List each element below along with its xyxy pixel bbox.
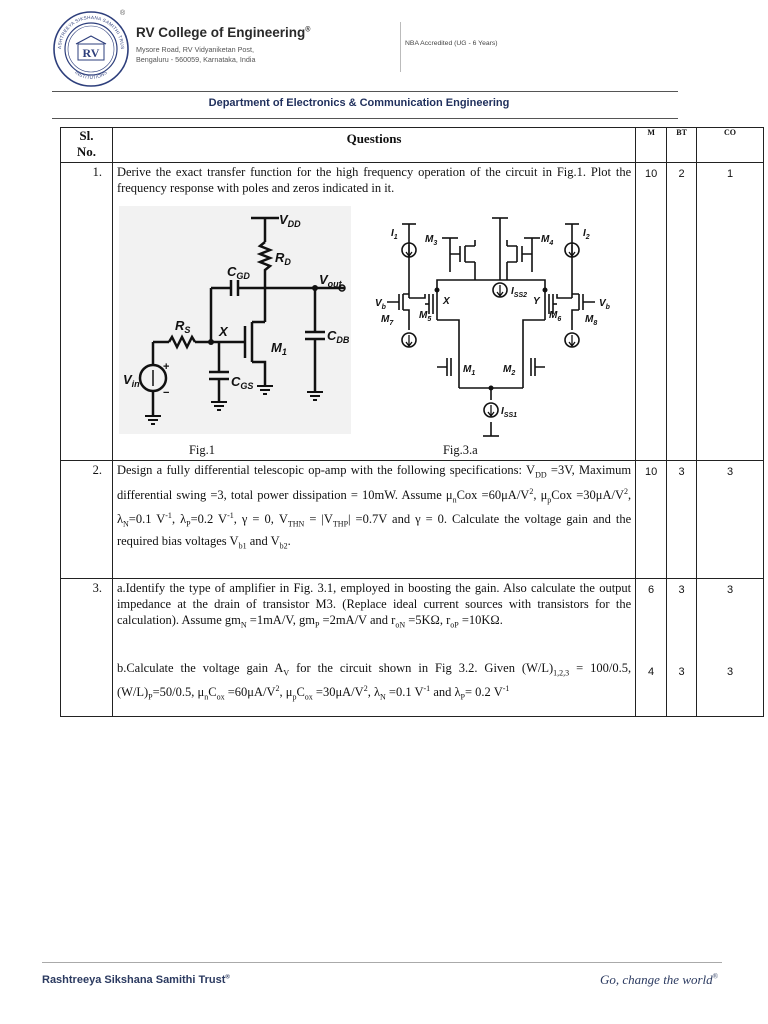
q3a-marks: 6 <box>648 584 655 597</box>
header-no-text: No. <box>76 144 97 159</box>
fig1-m1-label: $M_1$ <box>270 340 287 357</box>
address-line-1: Mysore Road, RV Vidyaniketan Post, <box>136 45 254 54</box>
address-line-2: Bengaluru - 560059, Karnataka, India <box>136 55 256 64</box>
footer-tagline: Go, change the world® <box>600 972 718 987</box>
table-row <box>61 579 764 717</box>
registered-mark: ® <box>120 10 126 17</box>
logo-ring-top-text: ASHTREEYA SIKSHANA SAMITHI TRUS <box>56 14 126 50</box>
fig3a-circuit <box>374 210 627 438</box>
questions-table <box>60 127 764 717</box>
q3-co-cell <box>697 579 764 717</box>
department-title: Department of Electronics & Communication Engineering <box>208 97 510 109</box>
fig3a-m8-label: $M_8$ <box>584 314 598 327</box>
fig3a-i1-label: $I_1$ <box>390 228 398 241</box>
q1-bt: 2 <box>667 163 697 461</box>
fig3a-iss1-label: $I_{SS1}$ <box>500 406 517 419</box>
footer-trust-name: Rashtreeya Sikshana Samithi Trust® <box>42 974 230 986</box>
q3-marks-cell <box>636 579 667 717</box>
q3-sl: 3. <box>61 579 113 717</box>
table-row <box>61 461 764 579</box>
q1-co: 1 <box>697 163 764 461</box>
fig1-x-label: X <box>218 324 228 339</box>
header-co: CO <box>697 128 764 163</box>
college-name-text: RV College of Engineering <box>136 25 306 40</box>
q2-marks: 10 <box>636 461 667 579</box>
rv-college-logo <box>52 10 130 88</box>
q3b-co: 3 <box>726 666 734 679</box>
fig3a-vb-left-label: $V_b$ <box>374 298 386 311</box>
q3-text <box>112 579 635 717</box>
q2-sl: 2. <box>61 461 113 579</box>
q1-cell <box>112 163 635 461</box>
header-rule-bottom <box>52 118 678 119</box>
fig3a-m3-label: $M_3$ <box>424 234 438 247</box>
header-marks: M <box>636 128 667 163</box>
fig1-cgs-label: $C_{GS}$ <box>230 374 254 391</box>
q2-text: Design a fully differential telescopic op-amp with the following specifications: $V_{DD} =3V$, Maximum differential swing =3, total power dissipation = 10mW. Assume $\mu_nCox =60\mu A/V^2$, $\mu_pCox =30\mu A/V^2$, $\lambda_N=0.1$ $V^{-1}$, $\lambda_P=0.2$ $V^{-1}$, γ = 0, $V_{THN} = |V_{THP}| =0.7V$ and γ = 0. Calculate the voltage gain and the required bias voltages $V_{b1}$ and $V_{b2}$. <box>112 461 635 579</box>
fig1-circuit <box>119 206 351 434</box>
header-rule-top <box>52 91 678 92</box>
fig3a-m7-label: $M_7$ <box>380 314 394 327</box>
fig3a-iss2-label: $I_{SS2}$ <box>510 286 527 299</box>
q3-bt-cell <box>667 579 697 717</box>
header-sl-text: Sl. <box>79 128 94 143</box>
logo-ring-bottom-text: INSTITUTIONS <box>73 69 109 81</box>
q2-bt: 3 <box>667 461 697 579</box>
header-questions: Questions <box>112 128 635 163</box>
fig1-cgd-label: $C_{GD}$ <box>226 264 250 281</box>
fig1-minus-label: − <box>162 387 170 399</box>
fig3a-y-label: Y <box>532 296 540 307</box>
accreditation-text: NBA Accredited (UG - 6 Years) <box>405 40 498 47</box>
fig3a-caption: Fig.3.a <box>442 443 478 457</box>
q1-sl: 1. <box>61 163 113 461</box>
header-bt: BT <box>667 128 697 163</box>
q3a-text: a.Identify the type of amplifier in Fig. 3.1, employed in boosting the gain. Also calculate the output impedance at the drain of transistor M3. (Replace ideal current sources with transistors for the calculation). Assume $gm_N =1mA/V$, $gm_P =2mA/V$ and $r_{oN} =5K\Omega$, $r_{oP} =10K\Omega$. <box>116 581 632 630</box>
fig1-vin-label: $V_{in}$ <box>122 372 140 389</box>
q1-figures <box>117 196 631 458</box>
q3b-bt: 3 <box>678 666 685 679</box>
fig3a-m4-label: $M_4$ <box>540 234 554 247</box>
header-divider <box>400 22 401 72</box>
fig3a-vb-right-label: $V_b$ <box>598 298 610 311</box>
fig3a-m2-label: $M_2$ <box>502 364 516 377</box>
q3b-text: b.Calculate the voltage gain $A_V$ for the circuit shown in Fig 3.2. Given $(W/L)_{1,2,3} = 100/0.5$, $(W/L)_P=50/0.5$, $\mu_nC_{ox} =60\mu A/V^2$, $\mu_pC_{ox} =30\mu A/V^2$, $\lambda_N =0.1$ $V^{-1}$ and $\lambda_P= 0.2$ $V^{-1}$ <box>116 660 632 702</box>
q1-text: Derive the exact transfer function for the high frequency operation of the circuit in Fig.1. Plot the frequency response with poles and zeros indicated in it. <box>116 165 632 195</box>
q1-marks: 10 <box>636 163 667 461</box>
fig1-cdb-label: $C_{DB}$ <box>326 328 350 345</box>
fig1-rd-label: $R_D$ <box>274 250 291 267</box>
fig1-plus-label: + <box>162 361 170 373</box>
q3a-bt: 3 <box>678 584 685 597</box>
fig3a-x-label: X <box>442 296 450 307</box>
page-header <box>0 0 768 90</box>
table-row <box>61 163 764 461</box>
footer-rule <box>42 962 722 963</box>
header-sl-no <box>61 128 113 163</box>
fig3a-m6-label: $M_6$ <box>548 310 562 323</box>
fig3a-m1-label: $M_1$ <box>462 364 476 377</box>
fig1-vdd-label: $V_{DD}$ <box>278 212 301 229</box>
fig1-caption: Fig.1 <box>188 443 215 457</box>
fig1-rs-label: $R_S$ <box>174 318 191 335</box>
college-name: RV College of Engineering® <box>136 25 311 40</box>
q2-co: 3 <box>697 461 764 579</box>
fig1-vout-label: $V_{out}$ <box>318 272 342 289</box>
q3a-co: 3 <box>726 584 734 597</box>
fig3a-i2-label: $I_2$ <box>582 228 590 241</box>
table-header-row <box>61 128 764 163</box>
logo-letters: RV <box>82 46 100 60</box>
fig3a-m5-label: $M_5$ <box>418 310 432 323</box>
q3b-marks: 4 <box>648 666 655 679</box>
